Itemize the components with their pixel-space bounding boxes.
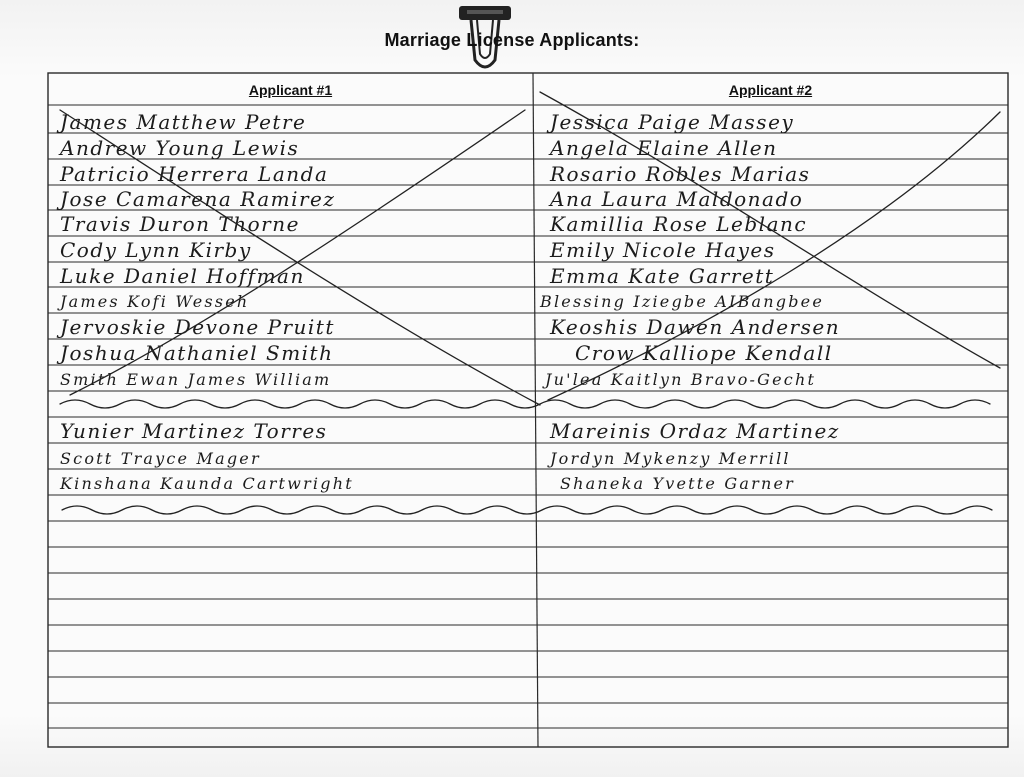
applicant-1-entry: Yunier Martinez Torres — [60, 419, 328, 443]
applicant-1-entry: Jervoskie Devone Pruitt — [60, 315, 335, 339]
applicant-1-entry: Jose Camarena Ramirez — [60, 187, 336, 211]
applicant-2-entry: Shaneka Yvette Garner — [560, 474, 795, 493]
applicant-2-entry: Angela Elaine Allen — [550, 136, 778, 160]
applicant-2-entry: Jessica Paige Massey — [550, 110, 795, 134]
applicant-1-entry: Cody Lynn Kirby — [60, 238, 252, 262]
applicant-2-entry: Blessing Iziegbe AIBangbee — [540, 292, 824, 311]
applicant-1-entry: James Kofi Wesseh — [60, 292, 250, 311]
applicant-2-entry: Rosario Robles Marias — [550, 162, 811, 186]
page-title: Marriage License Applicants: — [384, 30, 640, 50]
column-header-applicant-1: Applicant #1 — [248, 82, 333, 98]
applicant-1-entry: Luke Daniel Hoffman — [60, 264, 305, 288]
applicant-2-entry: Crow Kalliope Kendall — [575, 341, 833, 365]
applicant-2-entry: Kamillia Rose Leblanc — [550, 212, 808, 236]
applicant-2-entry: Emily Nicole Hayes — [550, 238, 776, 262]
applicant-1-entry: James Matthew Petre — [60, 110, 307, 134]
applicant-2-entry: Keoshis Dawen Andersen — [550, 315, 841, 339]
applicant-1-entry: Patricio Herrera Landa — [60, 162, 329, 186]
applicant-2-entry: Emma Kate Garrett — [550, 264, 775, 288]
applicant-2-entry: Ana Laura Maldonado — [550, 187, 804, 211]
applicant-1-entry: Kinshana Kaunda Cartwright — [60, 474, 354, 493]
applicant-2-entry: Ju'lea Kaitlyn Bravo-Gecht — [545, 370, 817, 389]
applicant-2-entry: Jordyn Mykenzy Merrill — [550, 449, 791, 468]
applicant-2-entry: Mareinis Ordaz Martinez — [550, 419, 840, 443]
applicant-1-entry: Scott Trayce Mager — [60, 449, 261, 468]
column-header-applicant-2: Applicant #2 — [728, 82, 813, 98]
applicant-1-entry: Travis Duron Thorne — [60, 212, 300, 236]
applicant-1-entry: Smith Ewan James William — [60, 370, 332, 389]
applicant-1-entry: Andrew Young Lewis — [60, 136, 300, 160]
applicant-1-entry: Joshua Nathaniel Smith — [60, 341, 334, 365]
